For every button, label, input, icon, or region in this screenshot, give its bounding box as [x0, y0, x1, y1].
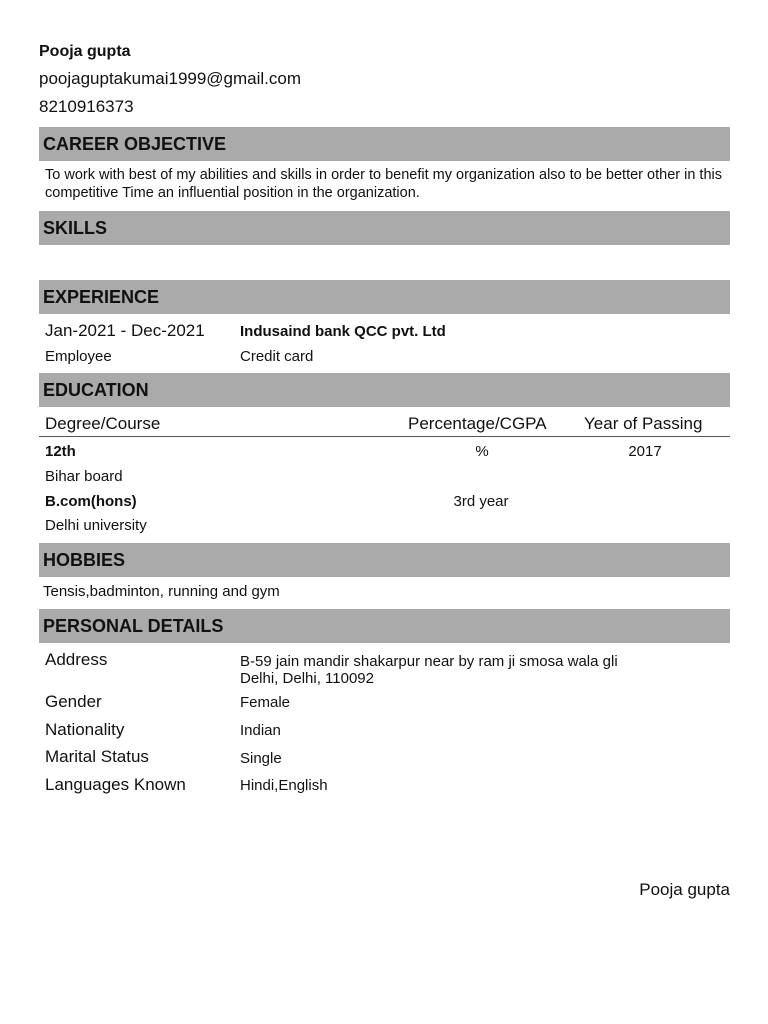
education-row-degree: B.com(hons)	[45, 493, 137, 510]
hobbies-text: Tensis,badminton, running and gym	[43, 583, 280, 600]
address-label: Address	[45, 650, 108, 669]
marital-status-value: Single	[240, 750, 282, 767]
career-objective-text: To work with best of my abilities and skills in order to benefit my organization also to be better other in this competitive Time an influential position in the organization.	[45, 167, 722, 201]
education-header-degree: Degree/Course	[45, 414, 161, 433]
address-line-1: B-59 jain mandir shakarpur near by ram ji smosa wala gli	[240, 653, 618, 670]
experience-company: Indusaind bank QCC pvt. Ltd	[240, 323, 446, 340]
education-header-year: Year of Passing	[584, 414, 703, 433]
languages-label: Languages Known	[45, 775, 186, 794]
email-text: poojaguptakumai1999@gmail.com	[39, 69, 302, 88]
nationality-value: Indian	[240, 722, 281, 739]
experience-period: Jan-2021 - Dec-2021	[45, 321, 205, 340]
gender-label: Gender	[45, 692, 102, 711]
education-header-divider	[39, 436, 730, 437]
gender-value: Female	[240, 694, 291, 711]
education-row-percentage: %	[475, 443, 489, 460]
resume-page	[39, 0, 730, 1024]
education-row-board: Bihar board	[45, 468, 123, 485]
address-line-2: Delhi, Delhi, 110092	[240, 670, 374, 687]
marital-status-label: Marital Status	[45, 747, 149, 766]
education-row-year: 2017	[628, 443, 662, 460]
education-row-percentage: 3rd year	[453, 493, 509, 510]
candidate-name: Pooja gupta	[39, 43, 131, 60]
hobbies-heading: HOBBIES	[39, 543, 730, 577]
education-heading: EDUCATION	[39, 373, 730, 407]
education-row-degree: 12th	[45, 443, 76, 460]
experience-role: Employee	[45, 348, 112, 365]
career-objective-heading: CAREER OBJECTIVE	[39, 127, 730, 161]
signature-name: Pooja gupta	[639, 880, 730, 899]
education-row-board: Delhi university	[45, 517, 147, 534]
phone-text: 8210916373	[39, 97, 134, 116]
nationality-label: Nationality	[45, 720, 125, 739]
experience-heading: EXPERIENCE	[39, 280, 730, 314]
skills-heading: SKILLS	[39, 211, 730, 245]
languages-value: Hindi,English	[240, 777, 328, 794]
education-header-percentage: Percentage/CGPA	[408, 414, 547, 433]
personal-details-heading: PERSONAL DETAILS	[39, 609, 730, 643]
experience-department: Credit card	[240, 348, 314, 365]
